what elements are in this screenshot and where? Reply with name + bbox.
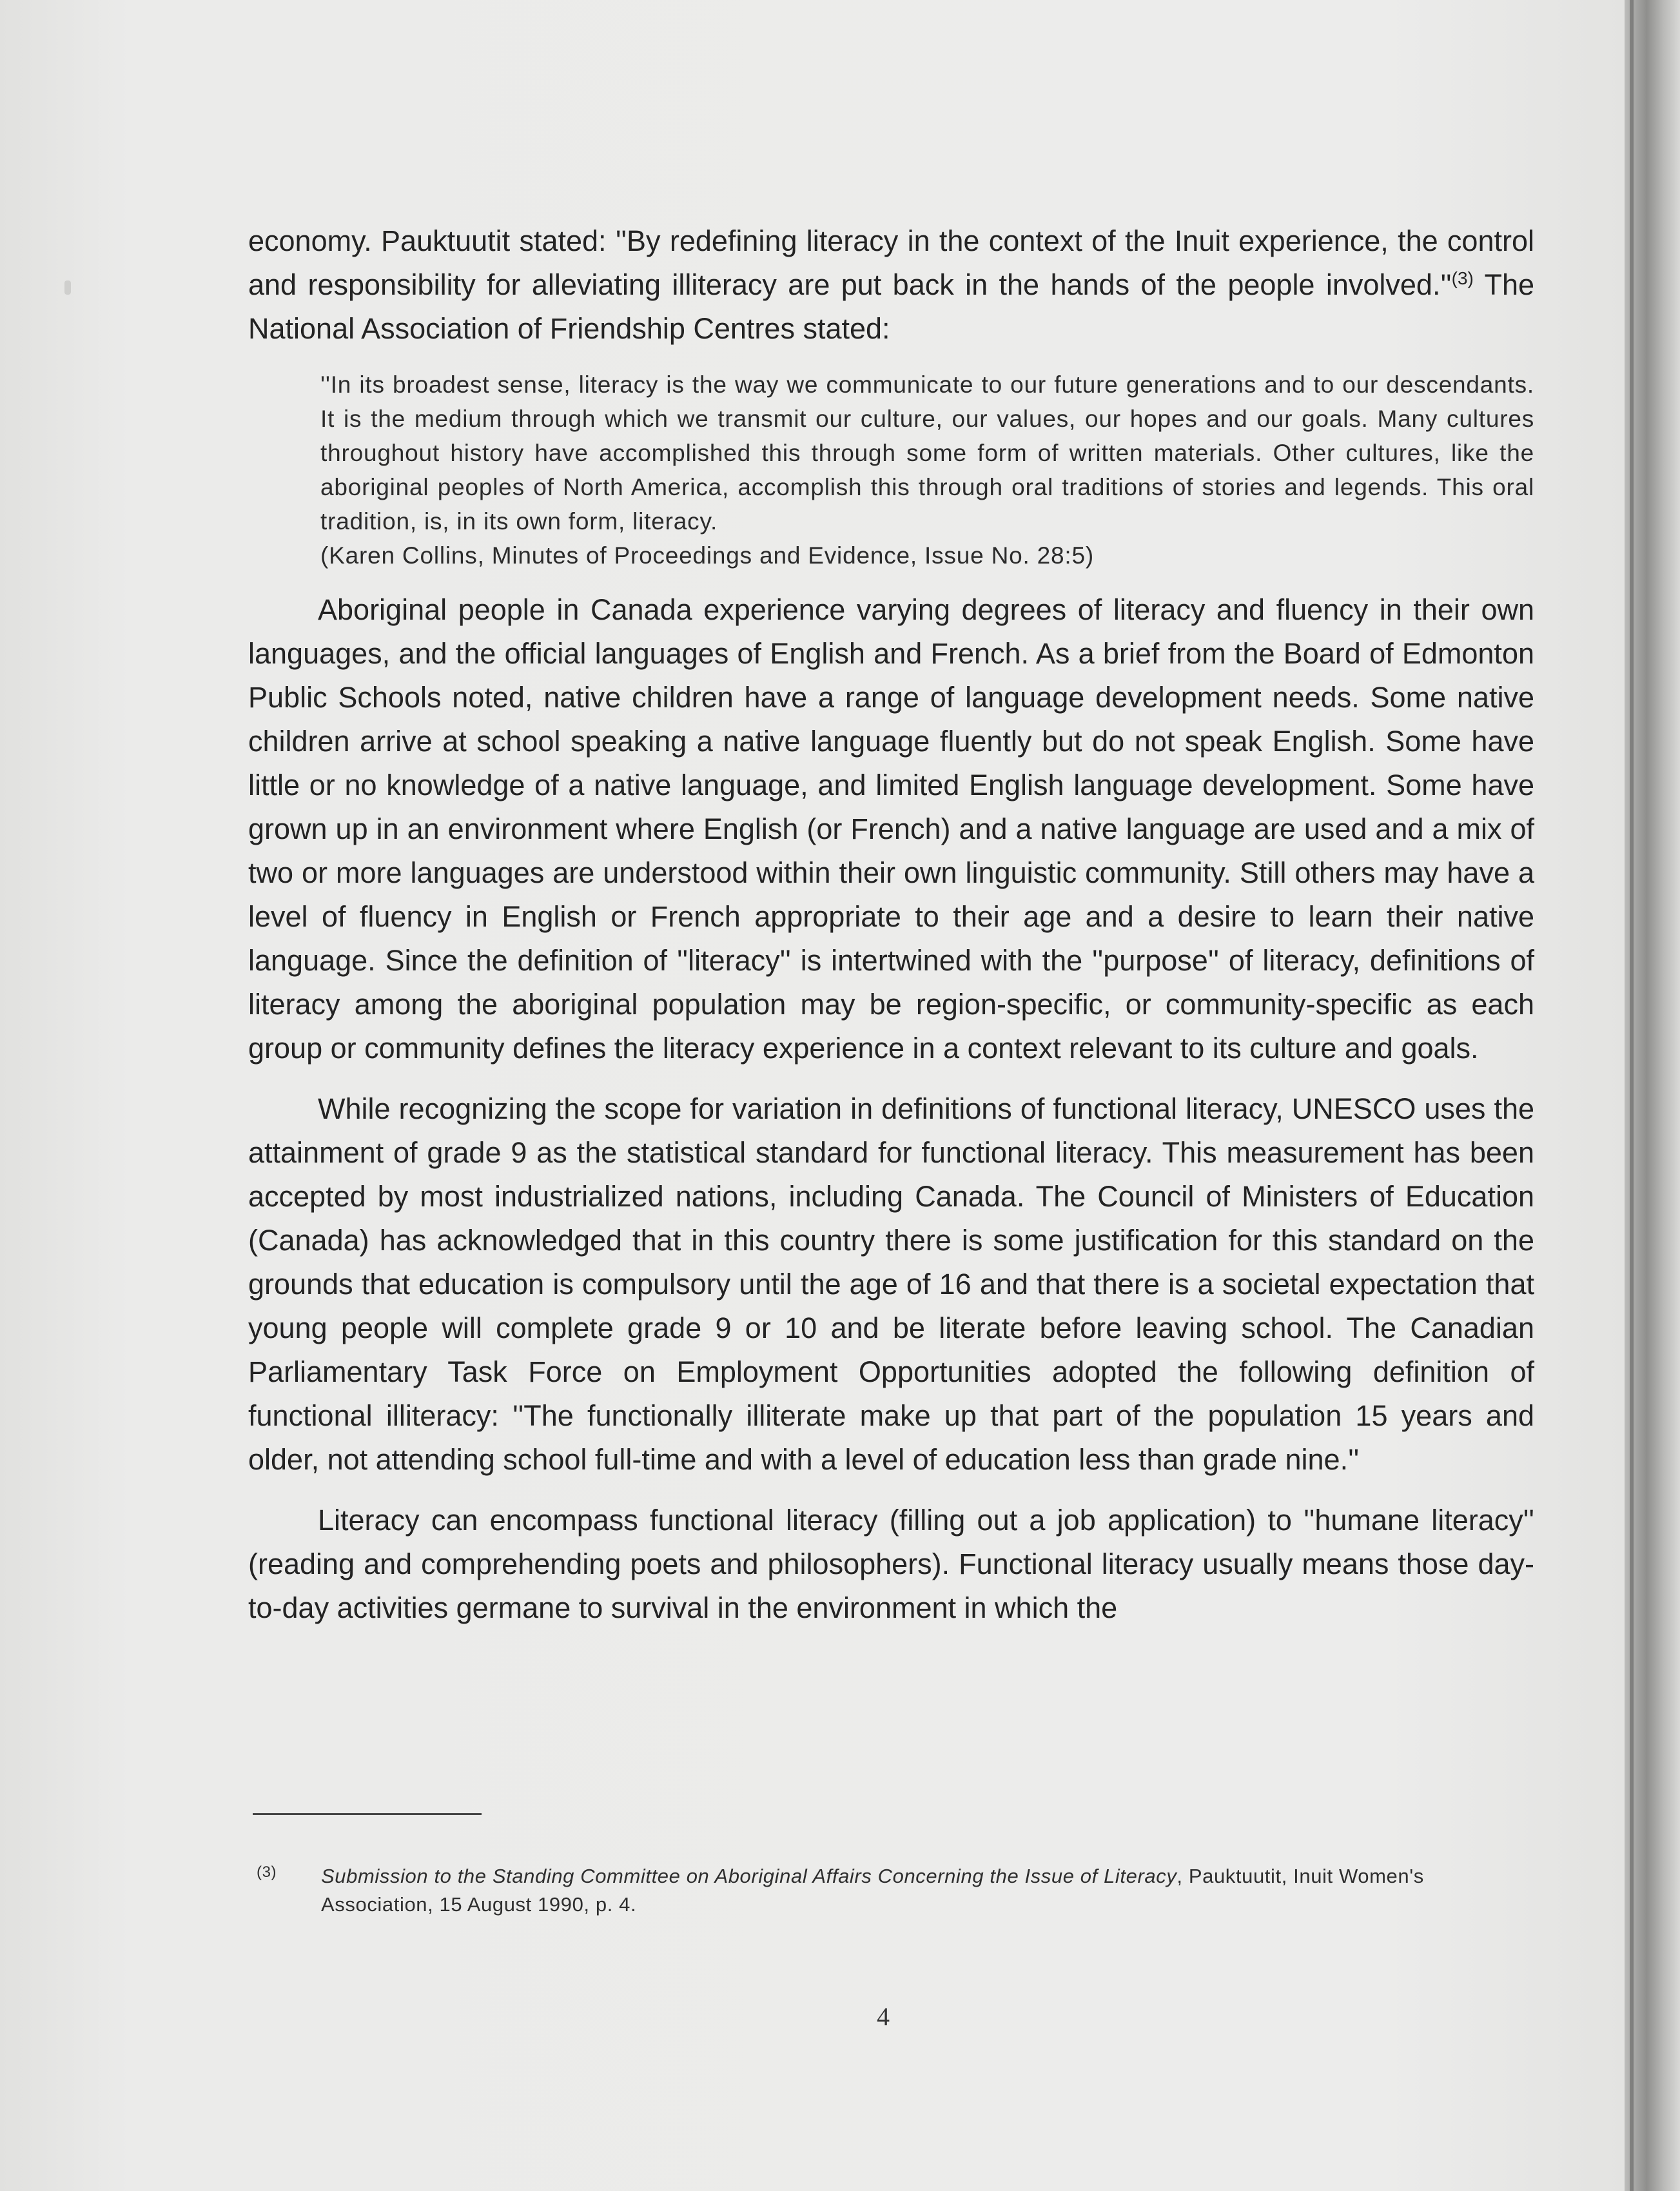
page-number: 4	[877, 2002, 890, 2031]
block-quote-text: ''In its broadest sense, literacy is the way we communicate to our future generations and to our descendants. It is the medium through which we transmit our culture, our values, our hopes and our goals. Many cultures throughout history have accomplished this through some form of written materials. Other cultures, like the aboriginal peoples of North America, accomplish this through oral traditions of stories and legends. This oral tradition, is, in its own form, literacy.	[320, 371, 1534, 535]
scan-artifact-mark	[64, 280, 71, 295]
paragraph-1-text: economy. Pauktuutit stated: ''By redefining literacy in the context of the Inuit experience, the control and responsibility for alleviating illiteracy are put back in the hands of the people involved.''	[248, 224, 1534, 301]
paragraph-1	[248, 219, 1534, 351]
paragraph-4: Literacy can encompass functional literacy (filling out a job application) to ''humane literacy'' (reading and comprehending poets and philosophers). Functional literacy usually means those day-to-day activities germane to survival in the environment in which the	[248, 1504, 1534, 1624]
footnote-body	[321, 1862, 1520, 1919]
paragraph-2: Aboriginal people in Canada experience varying degrees of literacy and fluency in their own languages, and the official languages of English and French. As a brief from the Board of Edmonton Public Schools noted, native children have a range of language development needs. Some native children arrive at school speaking a native language fluently but do not speak English. Some have little or no knowledge of a native language, and limited English language development. Some have grown up in an environment where English (or French) and a native language are used and a mix of two or more languages are understood within their own linguistic community. Still others may have a level of fluency in English or French appropriate to their age and a desire to learn their native language. Since the definition of ''literacy'' is intertwined with the ''purpose'' of literacy, definitions of literacy among the aboriginal population may be region-specific, or community-specific as each group or community defines the literacy experience in a context relevant to its culture and goals.	[248, 593, 1534, 1065]
scan-binding-line	[1630, 0, 1634, 2191]
paragraph-1-text-continued: The National Association of Friendship Centres stated:	[248, 268, 1534, 345]
footnote-divider	[253, 1813, 482, 1815]
footnote	[257, 1862, 1520, 1919]
footnote-number: (3)	[257, 1863, 277, 1881]
body-text	[248, 219, 1534, 1647]
block-quote-citation: (Karen Collins, Minutes of Proceedings and Evidence, Issue No. 28:5)	[320, 542, 1094, 569]
footnote-reference: (3)	[1451, 268, 1474, 288]
paragraph-3: While recognizing the scope for variation in definitions of functional literacy, UNESCO uses the attainment of grade 9 as the statistical standard for functional literacy. This measurement has been accepted by most industrialized nations, including Canada. The Council of Ministers of Education (Canada) has acknowledged that in this country there is some justification for this standard on the grounds that education is compulsory until the age of 16 and that there is a societal expectation that young people will complete grade 9 or 10 and be literate before leaving school. The Canadian Parliamentary Task Force on Employment Opportunities adopted the following definition of functional illiteracy: ''The functionally illiterate make up that part of the population 15 years and older, not attending school full-time and with a level of education less than grade nine.''	[248, 1092, 1534, 1476]
block-quote	[320, 368, 1534, 573]
footnote-title: Submission to the Standing Committee on Aboriginal Affairs Concerning the Issue of Literacy	[321, 1865, 1177, 1887]
footnote-details: , Pauktuutit, Inuit Women's Association, 15 August 1990, p. 4.	[321, 1865, 1424, 1916]
